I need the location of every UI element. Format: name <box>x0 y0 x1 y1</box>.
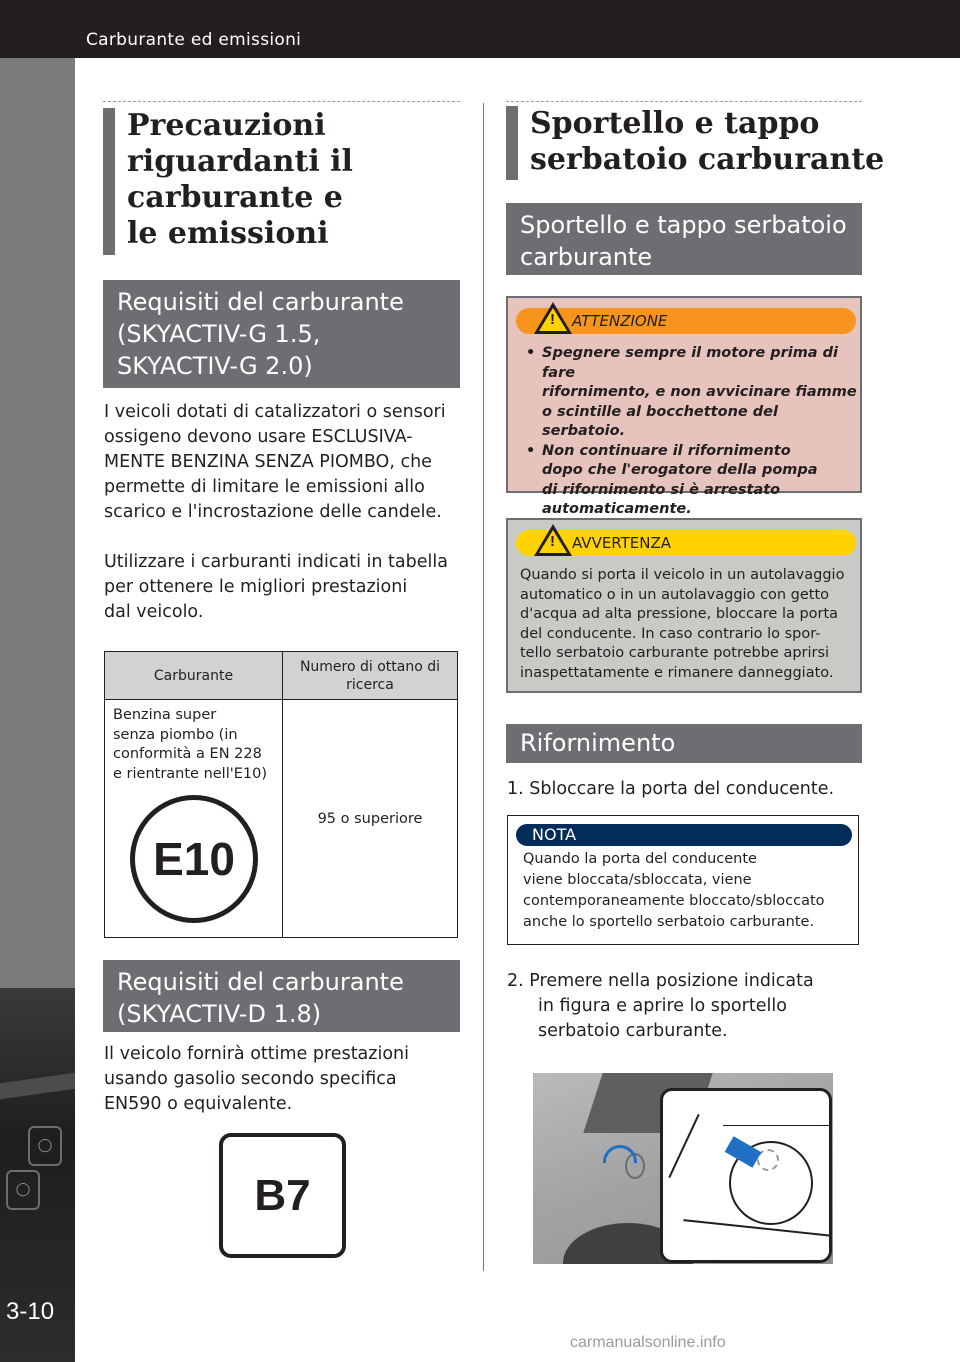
req-heading-line: Requisiti del carburante <box>117 968 404 996</box>
note-line: Quando la porta del conducente <box>523 851 757 867</box>
caution-box <box>506 296 862 517</box>
watermark: carmanualsonline.info <box>570 1334 726 1351</box>
col-header-fuel: Carburante <box>105 652 283 700</box>
bullet-line: o scintille al bocchettone del serbatoio. <box>542 403 778 439</box>
left-title <box>103 108 353 255</box>
fuel-table <box>104 651 458 938</box>
note-line: viene bloccata/sbloccata, viene <box>523 872 752 888</box>
right-title <box>506 106 884 180</box>
left-title-line: carburante e <box>127 180 343 215</box>
note-text <box>523 849 853 933</box>
para-line: EN590 o equivalente. <box>104 1094 293 1114</box>
bullet-line: • Spegnere sempre il motore prima di fare <box>542 345 838 381</box>
warning-text <box>520 566 860 683</box>
para-line: permette di limitare le emissioni allo <box>104 477 425 497</box>
para-line: per ottenere le migliori prestazioni <box>104 577 408 597</box>
unlock-icon: ◯ <box>28 1126 62 1166</box>
req-heading-d <box>103 960 460 1032</box>
diesel-paragraph <box>104 1042 464 1117</box>
para-line: Il veicolo fornirà ottime prestazioni <box>104 1044 409 1064</box>
caution-bullets <box>524 344 860 520</box>
left-title-line: riguardanti il <box>127 144 353 179</box>
warning-label: AVVERTENZA <box>516 530 856 556</box>
req-heading-line: SKYACTIV-G 2.0) <box>117 352 313 380</box>
side-strip <box>0 58 75 1362</box>
cell-fuel <box>105 700 283 938</box>
bullet-line: dopo che l'erogatore della pompa <box>542 462 818 478</box>
top-bar <box>0 0 960 58</box>
para-line: dal veicolo. <box>104 602 204 622</box>
note-line: anche lo sportello serbatoio carburante. <box>523 914 815 930</box>
warning-line: del conducente. In caso contrario lo spor- <box>520 625 821 642</box>
req-heading-line: (SKYACTIV-G 1.5, <box>117 320 321 348</box>
para-line: usando gasolio secondo specifica <box>104 1069 397 1089</box>
warning-triangle-icon: ! <box>534 524 572 556</box>
caution-label: ATTENZIONE <box>516 308 856 334</box>
lock-icon: ◯ <box>6 1170 40 1210</box>
list-item <box>524 442 860 520</box>
cell-line: senza piombo (in <box>113 726 238 743</box>
b7-badge: B7 <box>219 1133 346 1258</box>
e10-badge: E10 <box>130 795 258 923</box>
step-2 <box>507 969 867 1044</box>
right-title-line: Sportello e tappo <box>530 106 820 141</box>
req-heading-g <box>103 280 460 388</box>
para-line: ossigeno devono usare ESCLUSIVA- <box>104 427 413 447</box>
step-1: 1. Sbloccare la porta del conducente. <box>507 779 835 799</box>
page-number: 3-10 <box>6 1298 55 1325</box>
right-title-line: serbatoio carburante <box>530 142 885 177</box>
col-header-octane: Numero di ottano di ricerca <box>283 652 458 700</box>
sub-heading-line: Sportello e tappo serbatoio <box>520 211 847 239</box>
bullet-line: rifornimento, e non avvicinare fiamme <box>542 384 857 400</box>
left-title-line: le emissioni <box>127 216 329 251</box>
cell-line: conformità a EN 228 <box>113 746 262 762</box>
cell-line: e rientrante nell'E10) <box>113 765 267 782</box>
fuel-door-heading <box>506 203 862 275</box>
warning-line: Quando si porta il veicolo in un autolavaggio <box>520 567 845 583</box>
fuel-paragraph-2 <box>104 550 464 625</box>
refuel-heading: Rifornimento <box>506 724 862 763</box>
step-line: serbatoio carburante. <box>538 1021 728 1041</box>
sub-heading-line: carburante <box>520 243 653 271</box>
para-line: MENTE BENZINA SENZA PIOMBO, che <box>104 452 432 472</box>
column-rule <box>483 103 484 1271</box>
para-line: Utilizzare i carburanti indicati in tabella <box>104 552 448 572</box>
para-line: I veicoli dotati di catalizzatori o sensori <box>104 402 446 422</box>
note-box <box>507 815 859 945</box>
note-line: contemporaneamente bloccato/sbloccato <box>523 893 825 909</box>
warning-line: tello serbatoio carburante potrebbe aprirsi <box>520 645 830 661</box>
bullet-line: di rifornimento si è arrestato <box>542 481 781 498</box>
divider-left <box>103 101 460 102</box>
fuel-door-detail-inset <box>660 1088 832 1263</box>
warning-line: automatico o in un autolavaggio con getto <box>520 586 830 603</box>
detail-line <box>668 1114 699 1178</box>
warning-line: d'acqua ad alta pressione, bloccare la porta <box>520 606 839 622</box>
req-heading-line: (SKYACTIV-D 1.8) <box>117 1000 322 1028</box>
open-arrow-icon <box>603 1145 637 1163</box>
section-title: Carburante ed emissioni <box>86 30 302 50</box>
table-row <box>105 700 458 938</box>
cell-octane: 95 o superiore <box>283 700 458 938</box>
fuel-paragraph-1 <box>104 400 464 525</box>
note-label: NOTA <box>516 824 852 846</box>
warning-line: inaspettatamente e rimanere danneggiato. <box>520 664 834 681</box>
list-item <box>524 344 860 442</box>
step-line: in figura e aprire lo sportello <box>538 996 787 1016</box>
divider-right <box>506 101 862 102</box>
para-line: scarico e l'incrostazione delle candele. <box>104 502 442 522</box>
step-line: 2. Premere nella posizione indicata <box>507 971 814 991</box>
warning-triangle-icon: ! <box>534 302 572 334</box>
cell-line: Benzina super <box>113 707 217 723</box>
bullet-line: automaticamente. <box>542 501 692 517</box>
req-heading-line: Requisiti del carburante <box>117 288 404 316</box>
left-title-line: Precauzioni <box>127 108 326 143</box>
warning-box <box>506 518 862 693</box>
table-header-row <box>105 652 458 700</box>
bullet-line: • Non continuare il rifornimento <box>542 442 791 459</box>
detail-line <box>723 1125 832 1126</box>
